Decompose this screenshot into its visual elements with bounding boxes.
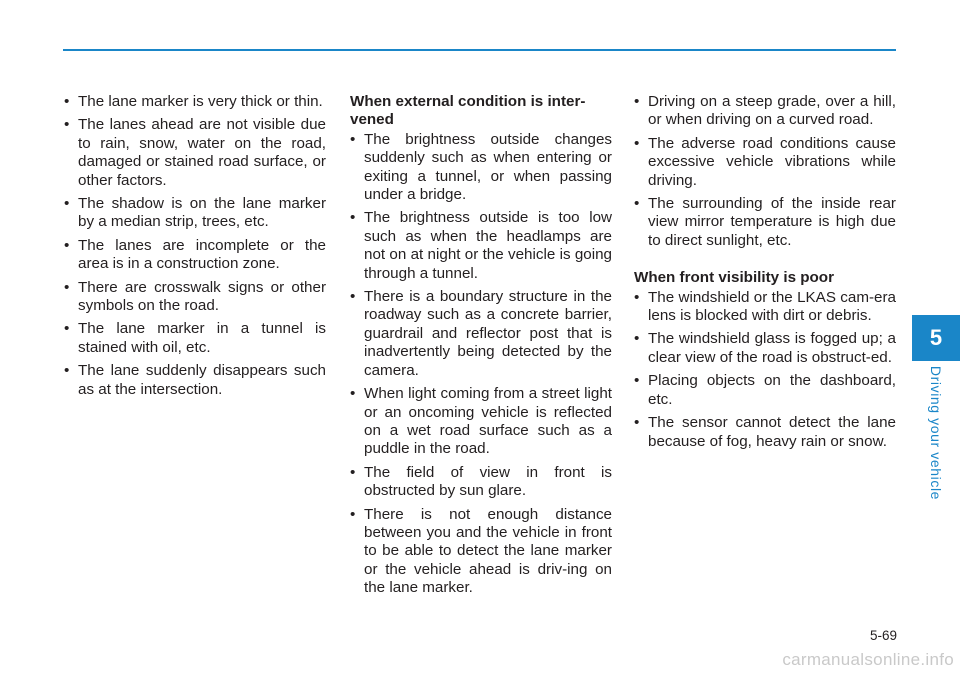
watermark: carmanualsonline.info: [782, 650, 954, 669]
list-item: • The lane marker in a tunnel is stained with oil, etc.: [64, 320, 326, 357]
list-item: • The lanes are incomplete or the area is in a construction zone.: [64, 237, 326, 274]
bullet-list: [634, 93, 896, 250]
list-item: • The field of view in front is obstructed by sun glare.: [350, 464, 612, 501]
list-item: • Placing objects on the dashboard, etc.: [634, 372, 896, 409]
list-item: • The lanes ahead are not visible due to rain, snow, water on the road, damaged or stained road surface, or other factors.: [64, 116, 326, 190]
chapter-title: Driving your vehicle: [928, 365, 945, 501]
bullet-list: [634, 289, 896, 451]
list-item: • The lane suddenly disappears such as at the intersection.: [64, 362, 326, 399]
column-3: [634, 93, 896, 456]
list-item: • There are crosswalk signs or other symbols on the road.: [64, 279, 326, 316]
list-item: • The shadow is on the lane marker by a median strip, trees, etc.: [64, 195, 326, 232]
section-heading: When front visibility is poor: [634, 269, 834, 287]
list-item: • Driving on a steep grade, over a hill, or when driving on a curved road.: [634, 93, 896, 130]
list-item: • There is not enough distance between you and the vehicle in front to be able to detect the lane marker or the vehicle ahead is driv-ing on the lane marker.: [350, 506, 612, 598]
chapter-number: 5: [929, 325, 943, 350]
list-item: • The sensor cannot detect the lane because of fog, heavy rain or snow.: [634, 414, 896, 451]
list-item: • The brightness outside is too low such as when the headlamps are not on at night or the vehicle is going through a tunnel.: [350, 209, 612, 283]
list-item: • The windshield or the LKAS cam-era lens is blocked with dirt or debris.: [634, 289, 896, 326]
chapter-title-vertical: [922, 366, 950, 500]
list-item: • The windshield glass is fogged up; a clear view of the road is obstruct-ed.: [634, 330, 896, 367]
list-item: • The adverse road conditions cause excessive vehicle vibrations while driving.: [634, 135, 896, 190]
list-item: • The lane marker is very thick or thin.: [64, 93, 326, 111]
column-1: [64, 93, 326, 404]
chapter-tab: [912, 315, 960, 361]
list-item: • The brightness outside changes suddenly such as when entering or exiting a tunnel, or when passing under a bridge.: [350, 131, 612, 205]
top-rule: [63, 49, 896, 51]
column-2: [350, 93, 612, 603]
section-heading: When external condition is inter-vened: [350, 93, 586, 129]
bullet-list: [64, 93, 326, 399]
spacer: [634, 255, 896, 269]
list-item: • The surrounding of the inside rear view mirror temperature is high due to direct sunlight, etc.: [634, 195, 896, 250]
bullet-list: [350, 131, 612, 598]
page-number: 5-69: [869, 628, 897, 643]
list-item: • There is a boundary structure in the roadway such as a concrete barrier, guardrail and reflector post that is inadvertently being detected by the camera.: [350, 288, 612, 380]
list-item: • When light coming from a street light or an oncoming vehicle is reflected on a wet road surface such as a puddle in the road.: [350, 385, 612, 459]
